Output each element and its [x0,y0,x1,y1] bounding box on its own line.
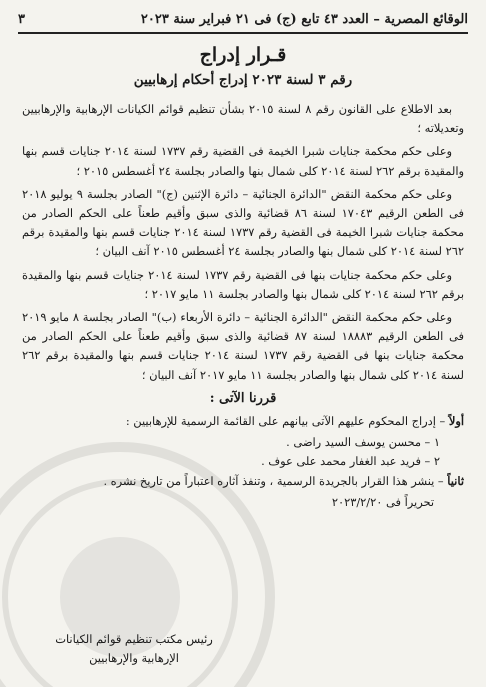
name-list-item: ٢ – فريد عبد الغفار محمد على عوف . [261,454,440,469]
page-header [18,6,468,34]
article-second [22,472,464,491]
recital-paragraph: وعلى حكم محكمة النقض "الدائرة الجنائية – دائرة الأربعاء (ب)" الصادر بجلسة ٨ مايو ٢٠١٩ فى الطعن الرقيم ١٨٨٨٣ لسنة ٨٧ قضائية والذى سبق وأقيم طعناً على الحكم الصادر من محكمة جنايات بنها فى القضية رقم ١٧٣٧ لسنة ٢٠١٤ جنايات قسم بنها والمقيدة برقم ٢٦٢ لسنة ٢٠١٤ كلى شمال بنها والصادر بجلسة ١١ مايو ٢٠١٧ آنف البيان ؛ [22,310,464,382]
article-second-text: – ينشر هذا القرار بالجريدة الرسمية ، وتنفذ آثاره اعتباراً من تاريخ نشره . [103,473,444,488]
recital-paragraph: وعلى حكم محكمة النقض "الدائرة الجنائية – دائرة الإثنين (ج)" الصادر بجلسة ٩ يوليو ٢٠١٨ فى الطعن الرقيم ١٧٠٤٣ لسنة ٨٦ قضائية والذى سبق وأقيم طعناً على الحكم الصادر من محكمة جنايات شبرا الخيمة فى القضية رقم ١٧٣٧ لسنة ٢٠١٤ جنايات قسم بنها والمقيدة برقم ٢٦٢ لسنة ٢٠١٤ كلى شمال بنها والصادر بجلسة ٢٤ أغسطس ٢٠١٥ آنف البيان ؛ [22,186,465,259]
publication-line: الوقائع المصرية – العدد ٤٣ تابع (ج) فى ٢١ فبراير سنة ٢٠٢٣ [140,11,468,27]
signature-block [34,630,234,668]
name-list-item: ١ – محسن يوسف السيد راضى . [286,435,440,450]
document-subtitle: رقم ٣ لسنة ٢٠٢٣ إدراج أحكام إرهابيين [133,72,353,88]
article-first [22,412,464,431]
document-body [22,100,464,512]
decision-heading: قررنا الآتى : [209,390,277,406]
page-number: ٣ [18,11,25,27]
recital-paragraph: وعلى حكم محكمة جنايات بنها فى القضية رقم ١٧٣٧ لسنة ٢٠١٤ جنايات قسم بنها والمقيدة برقم ٢٦٢ لسنة ٢٠١٤ كلى شمال بنها والصادر بجلسة ١١ مايو ٢٠١٧ ؛ [22,267,464,301]
article-second-label: ثانياً [447,473,464,488]
recital-paragraph: بعد الاطلاع على القانون رقم ٨ لسنة ٢٠١٥ بشأن تنظيم قوائم الكيانات الإرهابية والإرهابيين وتعديلاته ؛ [22,102,464,136]
signature-line: رئيس مكتب تنظيم قوائم الكيانات [55,632,213,646]
issue-date: تحريراً فى ٢٠٢٣/٢/٢٠ [331,494,434,509]
recital-paragraph: وعلى حكم محكمة جنايات شبرا الخيمة فى القضية رقم ١٧٣٧ لسنة ٢٠١٤ جنايات قسم بنها والمقيدة برقم ٢٦٢ لسنة ٢٠١٤ كلى شمال بنها والصادر بجلسة ٢٤ أغسطس ٢٠١٥ ؛ [22,144,464,178]
signature-line: الإرهابية والإرهابيين [89,651,179,665]
document-title: قـرار إدراج [199,44,287,66]
article-first-text: – إدراج المحكوم عليهم الآتى بيانهم على القائمة الرسمية للإرهابيين : [125,414,446,429]
article-first-label: أولاً [448,414,464,429]
